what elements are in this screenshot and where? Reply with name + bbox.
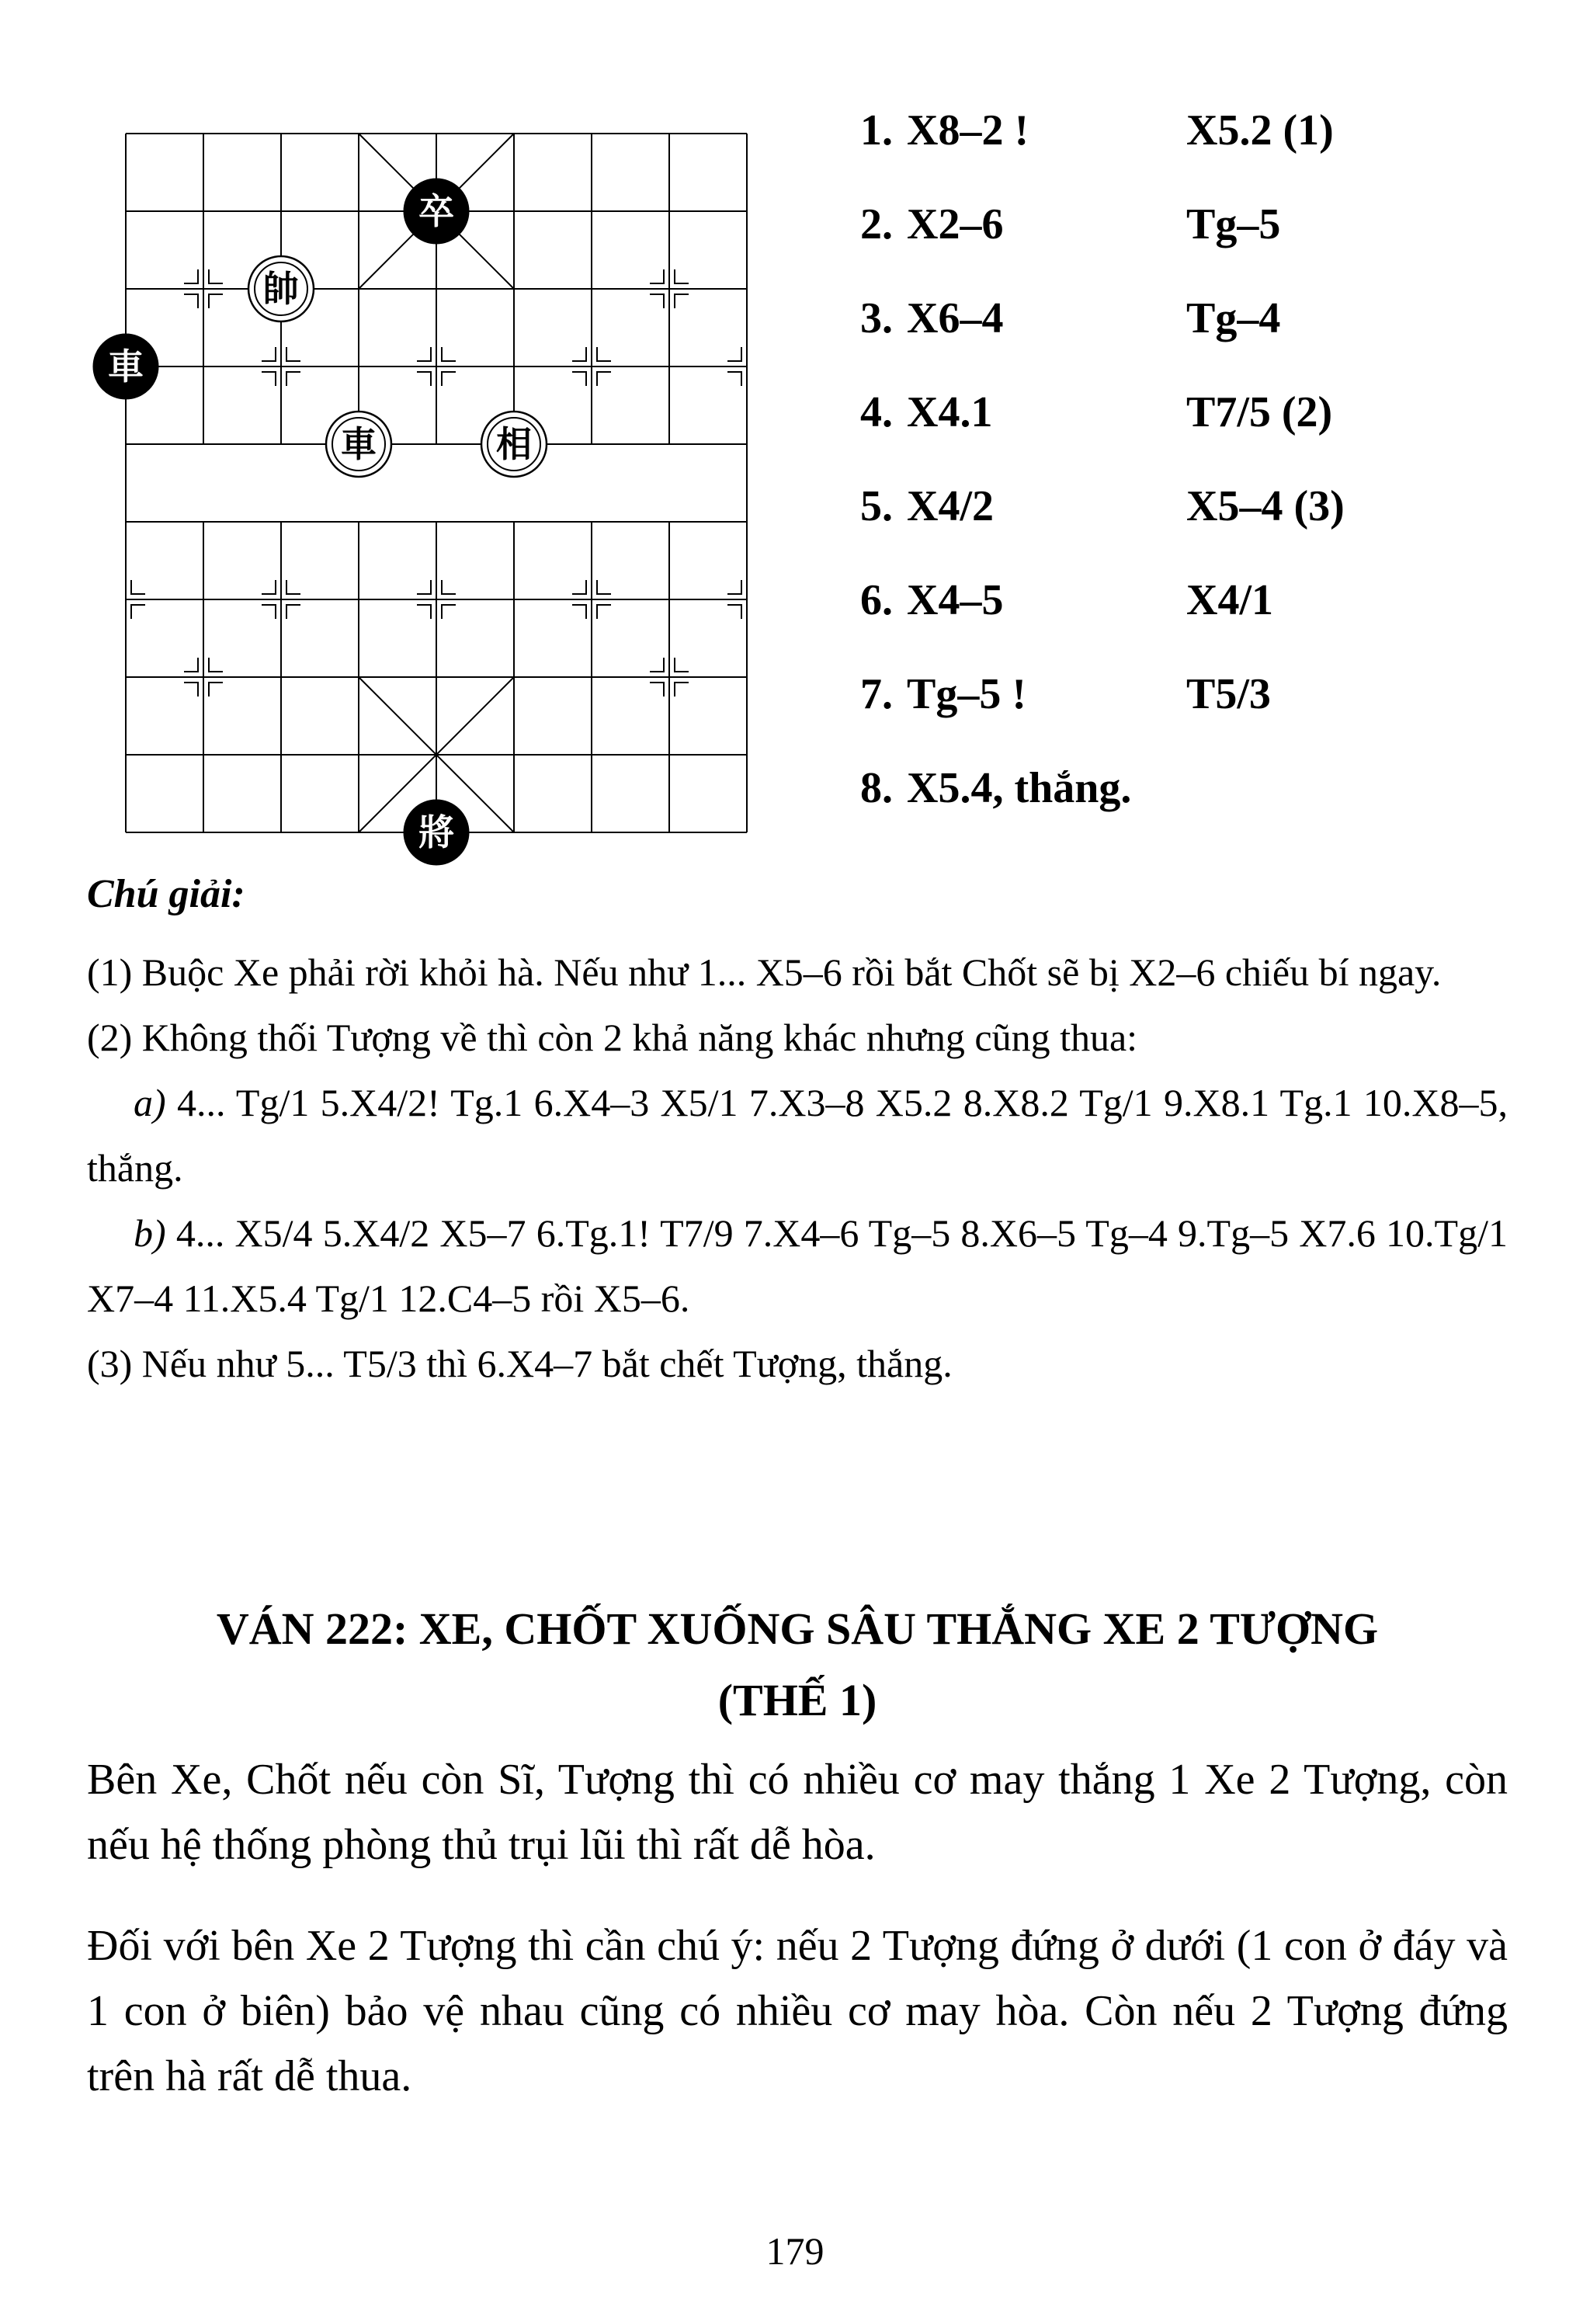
position-marker: [727, 580, 741, 594]
position-marker: [572, 580, 586, 594]
position-marker: [597, 580, 611, 594]
black-rook-piece: [93, 334, 158, 399]
notes-body: [87, 940, 1508, 1396]
position-marker: [184, 294, 198, 308]
position-marker: [442, 347, 456, 361]
position-marker: [286, 605, 300, 619]
move-number: 2.: [860, 200, 893, 248]
black-move: T5/3: [1186, 670, 1271, 718]
position-marker: [209, 683, 223, 697]
position-marker: [597, 605, 611, 619]
position-marker: [262, 580, 276, 594]
position-marker: [727, 605, 741, 619]
position-marker: [417, 580, 431, 594]
position-marker: [572, 605, 586, 619]
position-marker: [442, 580, 456, 594]
red-move: X8–2 !: [907, 106, 1029, 155]
black-move: X4/1: [1186, 576, 1273, 624]
move-row: [860, 193, 1559, 287]
red-move: X2–6: [907, 200, 1004, 248]
note-2b: [87, 1200, 1508, 1331]
position-marker: [286, 372, 300, 386]
position-marker: [184, 658, 198, 672]
position-marker: [727, 347, 741, 361]
section-title: [87, 1593, 1508, 1736]
red-move: X5.4, thắng.: [907, 764, 1132, 812]
position-marker: [417, 605, 431, 619]
move-row: [860, 287, 1559, 381]
section-title-line2: (THẾ 1): [717, 1675, 877, 1725]
move-number: 1.: [860, 106, 893, 155]
move-row: [860, 475, 1559, 569]
red-elephant-piece: [481, 412, 547, 477]
position-marker: [286, 347, 300, 361]
move-number: 3.: [860, 294, 893, 342]
note-2: (2) Không thối Tượng về thì còn 2 khả năng khác nhưng cũng thua:: [87, 1016, 1138, 1059]
position-marker: [675, 294, 689, 308]
position-marker: [572, 372, 586, 386]
position-marker: [262, 347, 276, 361]
move-list: [860, 99, 1559, 851]
red-rook-piece: [326, 412, 391, 477]
section-body: [87, 1747, 1508, 2145]
black-pawn-piece: [404, 179, 469, 244]
note-2a: [87, 1070, 1508, 1200]
position-marker: [262, 605, 276, 619]
position-marker: [650, 294, 664, 308]
position-marker: [442, 372, 456, 386]
position-marker: [597, 372, 611, 386]
piece-glyph: 將: [418, 811, 454, 853]
move-row: [860, 381, 1559, 475]
move-number: 5.: [860, 482, 893, 530]
note-2a-text: 4... Tg/1 5.X4/2! Tg.1 6.X4–3 X5/1 7.X3–8 X5.2 8.X8.2 Tg/1 9.X8.1 Tg.1 10.X8–5, thắng.: [87, 1081, 1508, 1190]
position-marker: [597, 347, 611, 361]
piece-glyph: 車: [108, 346, 144, 387]
move-number: 6.: [860, 576, 893, 624]
position-marker: [184, 683, 198, 697]
black-move: X5–4 (3): [1186, 482, 1345, 530]
red-move: X6–4: [907, 294, 1004, 342]
note-3: (3) Nếu như 5... T5/3 thì 6.X4–7 bắt chết Tượng, thắng.: [87, 1342, 953, 1385]
note-2b-label: b): [134, 1211, 166, 1255]
xiangqi-board: [108, 124, 745, 862]
move-row: [860, 569, 1559, 663]
section-title-line1: VÁN 222: XE, CHỐT XUỐNG SÂU THẮNG XE 2 TƯỢNG: [216, 1603, 1379, 1654]
black-move: Tg–4: [1186, 294, 1281, 342]
black-move: Tg–5: [1186, 200, 1281, 248]
red-move: X4–5: [907, 576, 1004, 624]
position-marker: [417, 372, 431, 386]
red-move: X4.1: [907, 388, 993, 436]
paragraph-2: Đối với bên Xe 2 Tượng thì cần chú ý: nếu 2 Tượng đứng ở dưới (1 con ở đáy và 1 con ở biên) bảo vệ nhau cũng có nhiều cơ may hòa. Còn nếu 2 Tượng đứng trên hà rất dễ thua.: [87, 1922, 1508, 2100]
move-number: 4.: [860, 388, 893, 436]
position-marker: [675, 269, 689, 283]
position-marker: [131, 605, 145, 619]
piece-glyph: 卒: [418, 190, 454, 232]
position-marker: [262, 372, 276, 386]
position-marker: [209, 658, 223, 672]
red-move: Tg–5 !: [907, 670, 1026, 718]
piece-glyph: 帥: [263, 268, 299, 310]
position-marker: [650, 269, 664, 283]
red-king-piece: [248, 256, 314, 321]
move-number: 7.: [860, 670, 893, 718]
position-marker: [184, 269, 198, 283]
page-number: 179: [765, 2229, 825, 2273]
black-general-piece: [404, 800, 469, 865]
piece-glyph: 車: [341, 423, 377, 465]
black-move: T7/5 (2): [1186, 388, 1333, 436]
move-number: 8.: [860, 764, 893, 812]
black-move: X5.2 (1): [1186, 106, 1334, 155]
move-row: [860, 99, 1559, 193]
notes-heading: Chú giải:: [87, 872, 245, 916]
position-marker: [650, 683, 664, 697]
note-1: (1) Buộc Xe phải rời khỏi hà. Nếu như 1... X5–6 rồi bắt Chốt sẽ bị X2–6 chiếu bí ngay.: [87, 950, 1442, 994]
note-2a-label: a): [134, 1081, 166, 1124]
position-marker: [417, 347, 431, 361]
red-move: X4/2: [907, 482, 994, 530]
piece-glyph: 相: [496, 423, 532, 465]
position-marker: [572, 347, 586, 361]
position-marker: [675, 683, 689, 697]
note-2b-text: 4... X5/4 5.X4/2 X5–7 6.Tg.1! T7/9 7.X4–6 Tg–5 8.X6–5 Tg–4 9.Tg–5 X7.6 10.Tg/1 X7–4 11.X5.4 Tg/1 12.C4–5 rồi X5–6.: [87, 1211, 1508, 1320]
paragraph-1: Bên Xe, Chốt nếu còn Sĩ, Tượng thì có nhiều cơ may thắng 1 Xe 2 Tượng, còn nếu hệ thống phòng thủ trụi lũi thì rất dễ hòa.: [87, 1756, 1508, 1869]
position-marker: [675, 658, 689, 672]
position-marker: [286, 580, 300, 594]
position-marker: [727, 372, 741, 386]
position-marker: [209, 269, 223, 283]
position-marker: [650, 658, 664, 672]
move-row: [860, 757, 1559, 851]
move-row: [860, 663, 1559, 757]
position-marker: [209, 294, 223, 308]
position-marker: [442, 605, 456, 619]
position-marker: [131, 580, 145, 594]
